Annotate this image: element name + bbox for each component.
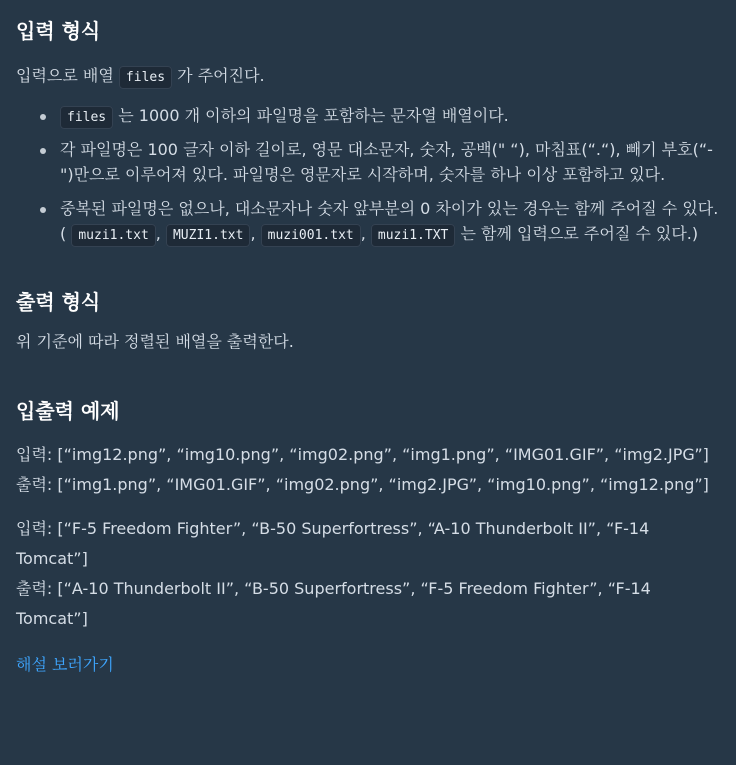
list-item [40,103,720,129]
output-description: 위 기준에 따라 정렬된 배열을 출력한다. [16,332,294,352]
code-files: files [60,106,113,129]
list-item [40,196,720,247]
bullet-dot [40,114,46,120]
example-heading: 입출력 예제 [16,398,120,423]
list-item [40,137,720,188]
output-format-heading: 출력 형식 [16,290,101,315]
constraint-text: 는 1000 개 이하의 파일명을 포함하는 문자열 배열이다. [118,105,509,125]
constraint-text: 중복된 파일명은 없으나, 대소문자나 숫자 앞부분의 0 차이가 있는 경우는 함께 주어질 수 있다. ( [60,198,719,244]
example-1-output: 출력: [“img1.png”, “IMG01.GIF”, “img02.png”, “img2.JPG”, “img10.png”, “img12.png”] [16,474,709,494]
code-muzi1-TXT: muzi1.TXT [371,224,455,247]
separator: , [360,224,366,244]
bullet-dot [40,207,46,213]
code-files: files [119,66,172,89]
separator: , [250,224,256,244]
input-format-heading: 입력 형식 [16,19,101,43]
example-1-input: 입력: [“img12.png”, “img10.png”, “img02.png”, “img1.png”, “IMG01.GIF”, “img2.JPG”] [16,444,709,464]
example-2-input: 입력: [“F-5 Freedom Fighter”, “B-50 Superfortress”, “A-10 Thunderbolt II”, “F-14 Tomcat”] [16,518,650,568]
input-intro [16,63,720,89]
constraint-text: 는 함께 입력으로 주어질 수 있다.) [460,224,699,244]
example-2 [16,514,720,634]
code-MUZI1-txt: MUZI1.txt [166,224,250,247]
code-muzi1-txt: muzi1.txt [71,224,155,247]
input-intro-post: 가 주어진다. [177,66,265,85]
input-constraints-list [40,103,720,247]
separator: , [155,224,161,244]
example-1 [16,440,720,500]
code-muzi001-txt: muzi001.txt [261,224,361,247]
view-solution-link[interactable]: 해설 보러가기 [16,654,114,674]
constraint-text: 각 파일명은 100 글자 이하 길이로, 영문 대소문자, 숫자, 공백(" “), 마침표(“.“), 빼기 부호(“-")만으로 이루어져 있다. 파일명은 영문자로 시작하며, 숫자를 하나 이상 포함하고 있다. [60,139,713,185]
example-2-output: 출력: [“A-10 Thunderbolt II”, “B-50 Superfortress”, “F-5 Freedom Fighter”, “F-14 Tomcat”] [16,578,651,628]
bullet-dot [40,148,46,154]
input-intro-pre: 입력으로 배열 [16,66,114,85]
